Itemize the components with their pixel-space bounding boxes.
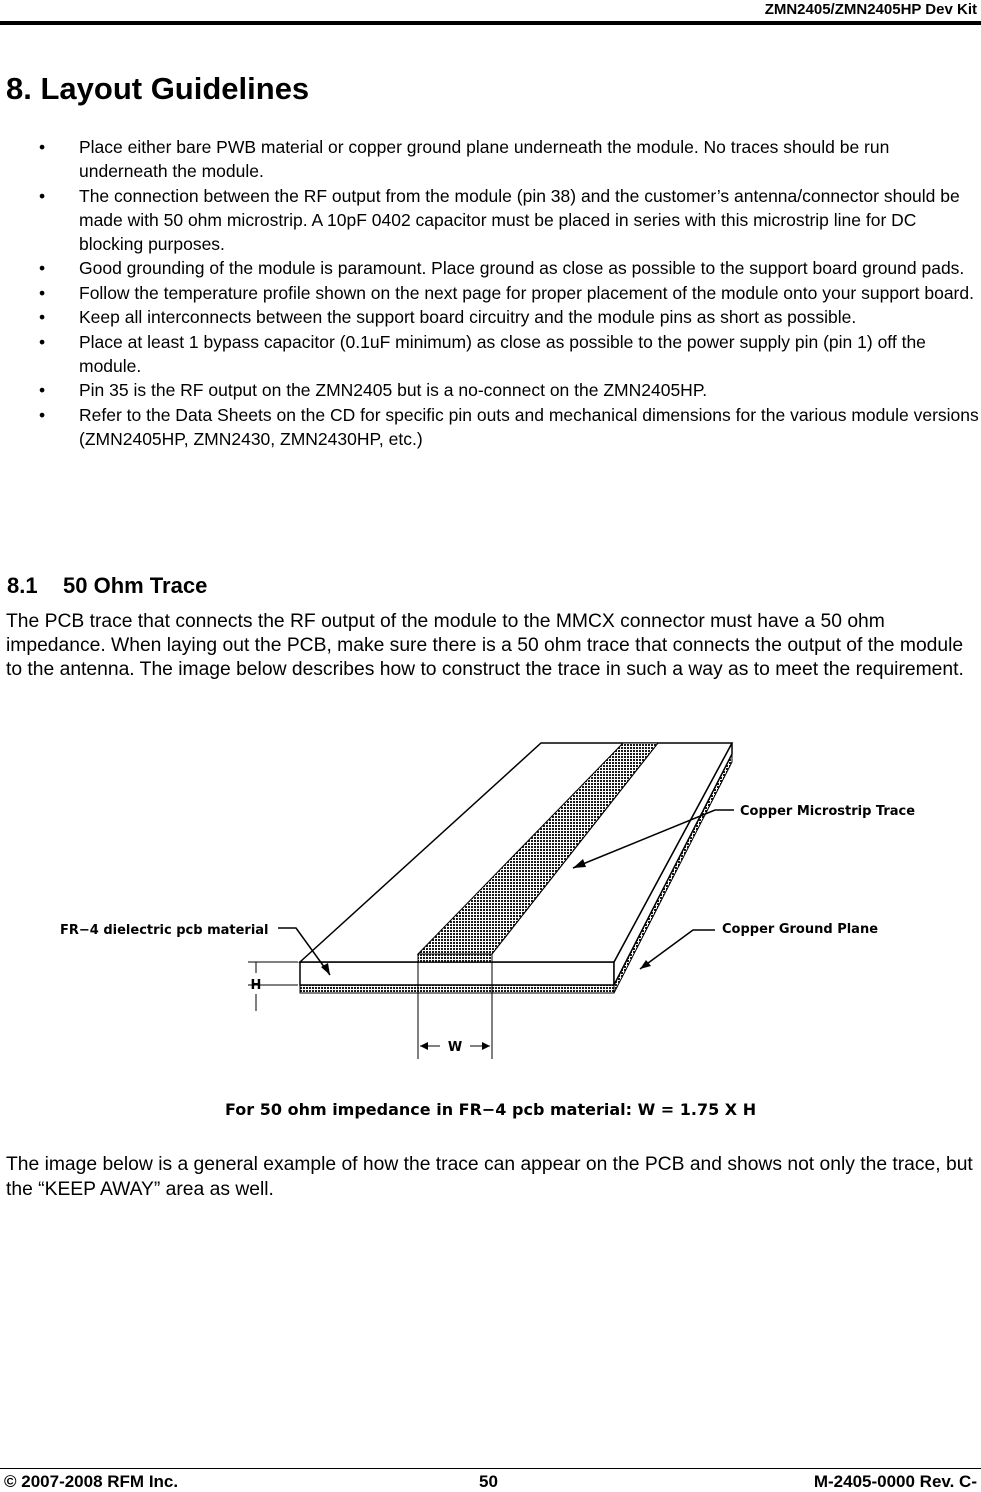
bullet-dot: • <box>39 137 46 157</box>
bullet-dot: • <box>39 404 46 425</box>
ground-plane-front <box>300 985 614 993</box>
list-item-text: Follow the temperature profile shown on the next page for proper placement of the module onto your support board. <box>79 282 974 303</box>
w-arrow-left <box>420 1042 428 1050</box>
list-item <box>0 281 981 305</box>
label-dielectric: FR−4 dielectric pcb material <box>60 923 269 938</box>
list-item <box>0 184 981 256</box>
header-rule <box>0 21 981 25</box>
list-item-text: Keep all interconnects between the support board circuitry and the module pins as short as possible. <box>79 307 857 327</box>
label-copper-trace: Copper Microstrip Trace <box>740 804 916 819</box>
list-item <box>0 403 981 451</box>
running-header-title: ZMN2405/ZMN2405HP Dev Kit <box>764 1 977 18</box>
footer-doc-id: M-2405-0000 Rev. C- <box>813 1472 977 1491</box>
bullet-dot: • <box>39 331 46 352</box>
subsection-title <box>7 573 207 599</box>
label-height: H <box>250 978 262 993</box>
list-item-text: Place at least 1 bypass capacitor (0.1uF minimum) as close as possible to the power supply pin (pin 1) off the module. <box>79 331 926 376</box>
footer-page-number: 50 <box>479 1472 498 1491</box>
list-item-text: Good grounding of the module is paramount. Place ground as close as possible to the support board ground pads. <box>79 258 965 278</box>
w-arrow-right <box>482 1042 490 1050</box>
subsection-title-text: 50 Ohm Trace <box>63 573 208 598</box>
footer-rule <box>0 1468 981 1469</box>
list-item-text: Refer to the Data Sheets on the CD for specific pin outs and mechanical dimensions for the various module versions (ZMN2405HP, ZMN2430, ZMN2430HP, etc.) <box>79 404 979 449</box>
bullet-dot: • <box>39 282 46 303</box>
label-width: W <box>447 1040 463 1055</box>
bullet-dot: • <box>39 307 46 327</box>
footer-copyright: © 2007-2008 RFM Inc. <box>4 1472 179 1491</box>
bullet-dot: • <box>39 185 46 206</box>
dielectric-front <box>300 962 614 985</box>
list-item <box>0 135 981 183</box>
label-ground-plane: Copper Ground Plane <box>722 922 879 937</box>
list-item-text: Place either bare PWB material or copper ground plane underneath the module. No traces should be run underneath the module. <box>79 137 890 181</box>
list-item <box>0 305 981 329</box>
leader-ground <box>640 930 715 969</box>
bullet-dot: • <box>39 380 46 400</box>
list-item-text: Pin 35 is the RF output on the ZMN2405 but is a no-connect on the ZMN2405HP. <box>79 380 708 400</box>
list-item <box>0 330 981 378</box>
list-item <box>0 378 981 402</box>
list-item-text: The connection between the RF output from the module (pin 38) and the customer’s antenna/connector should be made with 50 ohm microstrip. A 10pF 0402 capacitor must be placed in series with this microstrip line for DC blocking purposes. <box>79 185 960 254</box>
figure-caption: For 50 ohm impedance in FR−4 pcb material: W = 1.75 X H <box>225 1100 757 1119</box>
bullet-dot: • <box>39 258 46 278</box>
microstrip-trace-front <box>418 954 492 962</box>
trace-paragraph: The PCB trace that connects the RF output of the module to the MMCX connector must have a 50 ohm impedance. When laying out the PCB, make sure there is a 50 ohm trace that connects the output of the module to the antenna. The image below describes how to construct the trace in such a way as to meet the requirement. <box>6 611 964 680</box>
layout-guidelines-list <box>0 135 981 451</box>
subsection-number: 8.1 <box>7 573 38 598</box>
keep-away-paragraph: The image below is a general example of how the trace can appear on the PCB and shows not only the trace, but the “KEEP AWAY” area as well. <box>6 1154 973 1200</box>
section-title: 8. Layout Guidelines <box>6 71 310 106</box>
microstrip-diagram <box>60 741 922 1123</box>
list-item <box>0 256 981 280</box>
